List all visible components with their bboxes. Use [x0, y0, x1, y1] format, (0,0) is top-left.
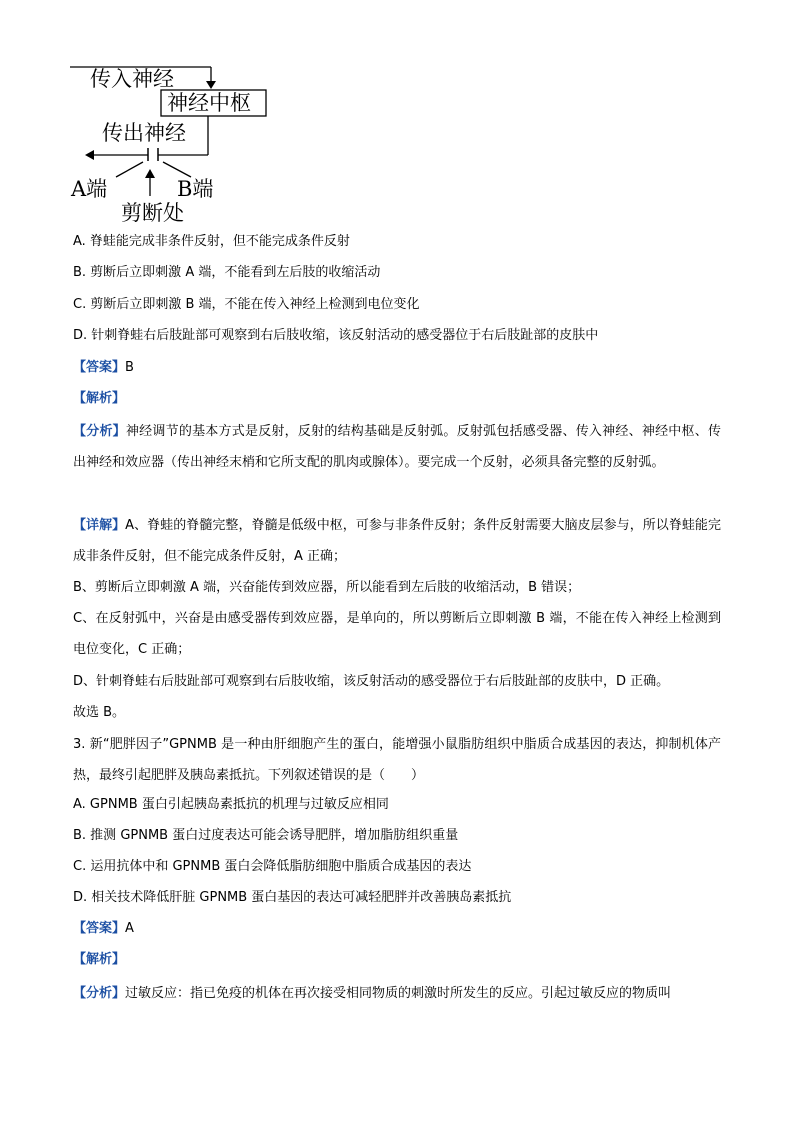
b-end-pointer — [163, 162, 191, 177]
q3-analysis-heading — [73, 950, 125, 970]
efferent-nerve-label: 传出神经 — [102, 121, 186, 145]
q2-option-d: D. 针刺脊蛙右后肢趾部可观察到右后肢收缩，该反射活动的感受器位于右后肢趾部的皮肤中 — [73, 328, 599, 343]
efferent-arrowhead — [85, 150, 94, 160]
q3-option-c: C. 运用抗体中和 GPNMB 蛋白会降低脂肪细胞中脂质合成基因的表达 — [73, 859, 472, 874]
fenxi-text: 过敏反应：指已免疫的机体在再次接受相同物质的刺激时所发生的反应。引起过敏反应的物质叫 — [125, 986, 672, 1001]
fenxi-tag: 【分析】 — [73, 424, 126, 439]
analysis-tag: 【解析】 — [73, 952, 126, 967]
a-end-label: A端 — [71, 177, 108, 201]
reflex-arc-svg — [70, 56, 290, 226]
answer-tag: 【答案】 — [73, 360, 126, 375]
answer-tag: 【答案】 — [73, 921, 126, 936]
answer-value: A — [125, 921, 134, 936]
a-end-pointer — [116, 162, 143, 177]
q3-option-a: A. GPNMB 蛋白引起胰岛素抵抗的机理与过敏反应相同 — [73, 797, 389, 812]
q2-analysis-heading — [73, 389, 125, 409]
cut-site-label: 剪断处 — [121, 201, 184, 225]
q2-option-b: B. 剪断后立即刺激 A 端，不能看到左后肢的收缩活动 — [73, 265, 381, 280]
q2-xiangjie-a — [73, 510, 721, 572]
answer-value: B — [125, 360, 134, 375]
cut-pointer-arrowhead — [145, 169, 155, 178]
q3-option-b: B. 推测 GPNMB 蛋白过度表达可能会诱导肥胖，增加脂肪组织重量 — [73, 828, 459, 843]
nerve-center-label: 神经中枢 — [167, 91, 251, 115]
q2-conclusion: 故选 B。 — [73, 705, 126, 720]
q3-fenxi-paragraph — [73, 978, 721, 1009]
q2-answer — [73, 358, 134, 378]
q3-answer — [73, 919, 134, 939]
b-end-label: B端 — [177, 177, 214, 201]
xiangjie-a-text: A、脊蛙的脊髓完整，脊髓是低级中枢，可参与非条件反射；条件反射需要大脑皮层参与，所以脊蛙能完成非条件反射，但不能完成条件反射，A 正确； — [73, 518, 721, 564]
afferent-nerve-label: 传入神经 — [90, 67, 174, 91]
fenxi-tag: 【分析】 — [73, 986, 126, 1001]
analysis-tag: 【解析】 — [73, 391, 126, 406]
afferent-arrowhead — [206, 81, 216, 89]
xiangjie-tag: 【详解】 — [73, 518, 126, 533]
q2-xiangjie-b: B、剪断后立即刺激 A 端，兴奋能传到效应器，所以能看到左后肢的收缩活动，B 错误； — [73, 580, 581, 595]
fenxi-text: 神经调节的基本方式是反射，反射的结构基础是反射弧。反射弧包括感受器、传入神经、神经中枢、传出神经和效应器（传出神经末梢和它所支配的肌肉或腺体）。要完成一个反射，必须具备完整的反射弧。 — [73, 424, 721, 470]
q2-option-c: C. 剪断后立即刺激 B 端，不能在传入神经上检测到电位变化 — [73, 297, 420, 312]
q2-xiangjie-d: D、针刺脊蛙右后肢趾部可观察到右后肢收缩，该反射活动的感受器位于右后肢趾部的皮肤中，D 正确。 — [73, 674, 670, 689]
q2-fenxi-paragraph — [73, 416, 721, 478]
q2-xiangjie-c: C、在反射弧中，兴奋是由感受器传到效应器，是单向的，所以剪断后立即刺激 B 端，不能在传入神经上检测到电位变化，C 正确； — [73, 611, 721, 657]
q3-stem: 3. 新“肥胖因子”GPNMB 是一种由肝细胞产生的蛋白，能增强小鼠脂肪组织中脂质合成基因的表达，抑制机体产热，最终引起肥胖及胰岛素抵抗。下列叙述错误的是（ ） — [73, 737, 721, 783]
q2-option-a: A. 脊蛙能完成非条件反射，但不能完成条件反射 — [73, 234, 350, 249]
reflex-arc-diagram — [70, 56, 290, 226]
q3-option-d: D. 相关技术降低肝脏 GPNMB 蛋白基因的表达可减轻肥胖并改善胰岛素抵抗 — [73, 890, 512, 905]
